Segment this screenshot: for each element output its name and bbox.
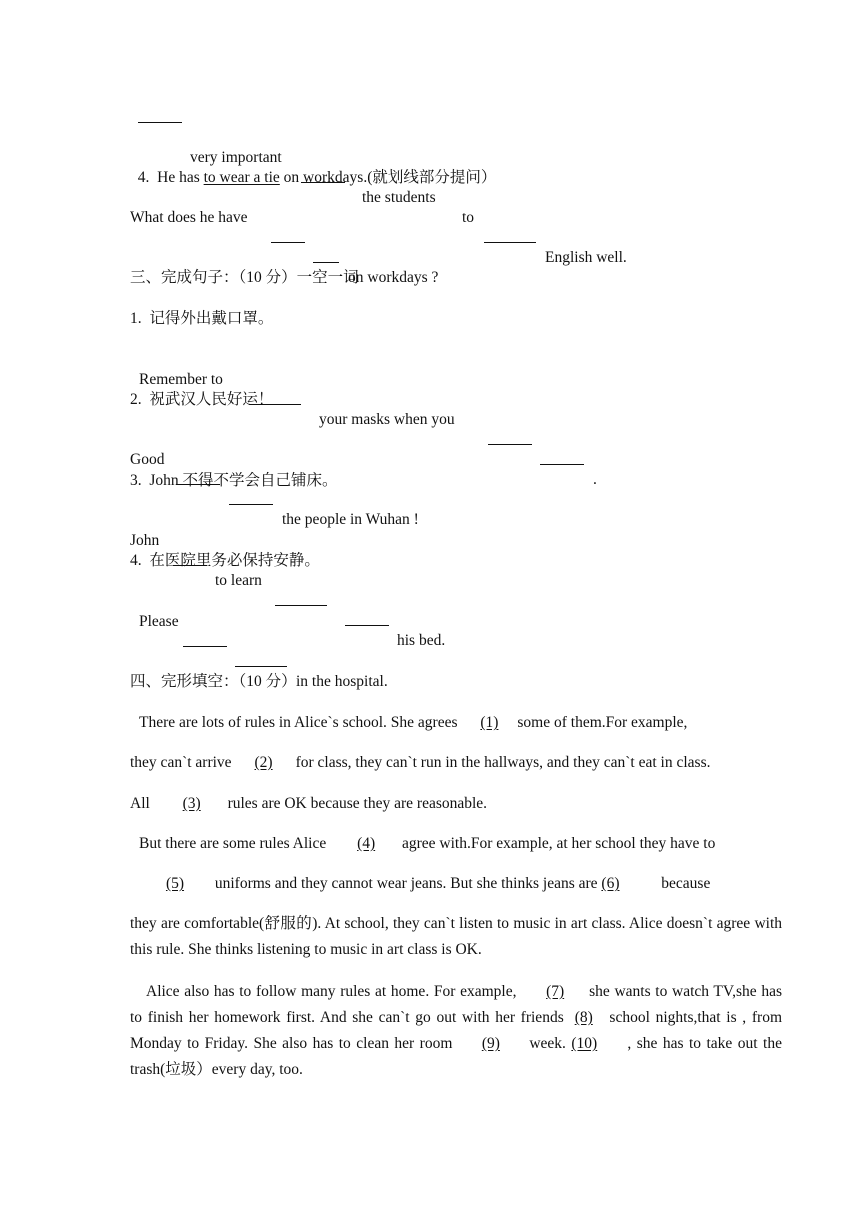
answer-text: on workdays ? xyxy=(348,269,439,286)
item-2-chinese: 2. 祝武汉人民好运！ xyxy=(130,391,274,408)
answer-blank-numbered[interactable]: (1) xyxy=(480,714,499,731)
answer-blank-numbered[interactable]: (7) xyxy=(546,983,565,1000)
passage-text: she wants to watch TV,she has to finish her homework first. And she can`t go out with her friends xyxy=(130,983,782,1026)
passage-line xyxy=(139,713,860,733)
passage-text: , she has to take out the trash(垃圾）every day, too. xyxy=(130,1035,782,1078)
passage-text: some of them.For example, xyxy=(517,714,688,731)
passage-text: uniforms and they cannot wear jeans. But she thinks jeans are xyxy=(211,875,602,892)
text-fragment: English well. xyxy=(545,249,627,266)
passage-text: because xyxy=(657,875,711,892)
item-text: John xyxy=(130,532,160,549)
passage-line xyxy=(130,794,860,814)
section-4-heading: 四、完形填空：（10 分） xyxy=(130,673,297,690)
answer-blank[interactable] xyxy=(313,248,339,263)
passage-text: week. xyxy=(523,1035,572,1052)
text-fragment: the students xyxy=(362,189,436,206)
passage-text: rules are OK because they are reasonable. xyxy=(223,795,488,812)
passage-line xyxy=(130,753,860,773)
answer-blank-numbered[interactable]: (5) xyxy=(165,875,185,892)
passage-text: There are lots of rules in Alice`s school. She agrees xyxy=(139,714,462,731)
item-text: Good xyxy=(130,451,165,468)
answer-blank[interactable] xyxy=(271,228,305,243)
answer-blank[interactable] xyxy=(183,632,227,647)
passage-text: All xyxy=(130,795,154,812)
passage-text: But there are some rules Alice xyxy=(139,835,331,852)
answer-blank-numbered[interactable]: (8) xyxy=(574,1009,593,1026)
answer-text: What does he have xyxy=(130,209,248,226)
passage-line xyxy=(139,874,860,894)
text-fragment: very important xyxy=(190,149,282,166)
item-text: his bed. xyxy=(397,632,446,649)
item-text: Please xyxy=(139,613,179,630)
answer-blank-numbered[interactable]: (9) xyxy=(481,1035,500,1052)
item-text: Remember to xyxy=(139,371,223,388)
passage-line xyxy=(139,834,860,854)
item-text: in the hospital. xyxy=(296,673,388,690)
passage-paragraph: they are comfortable(舒服的). At school, they can`t listen to music in art class. Alice doesn`t agree with this rule. She thinks listening to music in art class is OK. xyxy=(130,915,782,958)
item-text: the people in Wuhan ! xyxy=(282,511,419,528)
answer-blank[interactable] xyxy=(235,652,287,667)
item-text: to learn xyxy=(215,572,262,589)
item-text: your masks when you xyxy=(319,411,455,428)
answer-blank[interactable] xyxy=(138,108,182,123)
answer-blank-numbered[interactable]: (6) xyxy=(601,875,620,892)
passage-text: agree with.For example, at her school they have to xyxy=(398,835,716,852)
passage-text: they can`t arrive xyxy=(130,754,232,771)
answer-blank-numbered[interactable]: (3) xyxy=(182,795,201,812)
passage-text: for class, they can`t run in the hallways, and they can`t eat in class. xyxy=(295,754,711,771)
answer-blank-numbered[interactable]: (4) xyxy=(357,835,376,852)
answer-blank[interactable] xyxy=(229,490,273,505)
question-text: 4. He has xyxy=(137,169,204,186)
question-text: on workdays.(就划线部分提问） xyxy=(279,169,497,186)
passage-text: Alice also has to follow many rules at home. For example, xyxy=(146,983,522,1000)
section-3-heading: 三、完成句子：（10 分）一空一词 xyxy=(130,269,359,286)
question-4 xyxy=(130,148,860,188)
answer-blank-numbered[interactable]: (2) xyxy=(254,754,273,771)
item-text: . xyxy=(593,471,597,488)
passage-text: school nights,that is , from Monday to Friday. She also has to clean her room xyxy=(130,1009,782,1052)
item-1-chinese: 1. 记得外出戴口罩。 xyxy=(130,310,274,327)
text-fragment: to xyxy=(462,209,475,226)
passage-paragraph-3 xyxy=(130,979,782,1083)
underlined-phrase: to wear a tie xyxy=(203,169,280,186)
answer-blank-numbered[interactable]: (10) xyxy=(571,1035,598,1052)
item-3-chinese: 3. John 不得不学会自己铺床。 xyxy=(130,472,338,489)
item-4-chinese: 4. 在医院里务必保持安静。 xyxy=(130,552,320,569)
